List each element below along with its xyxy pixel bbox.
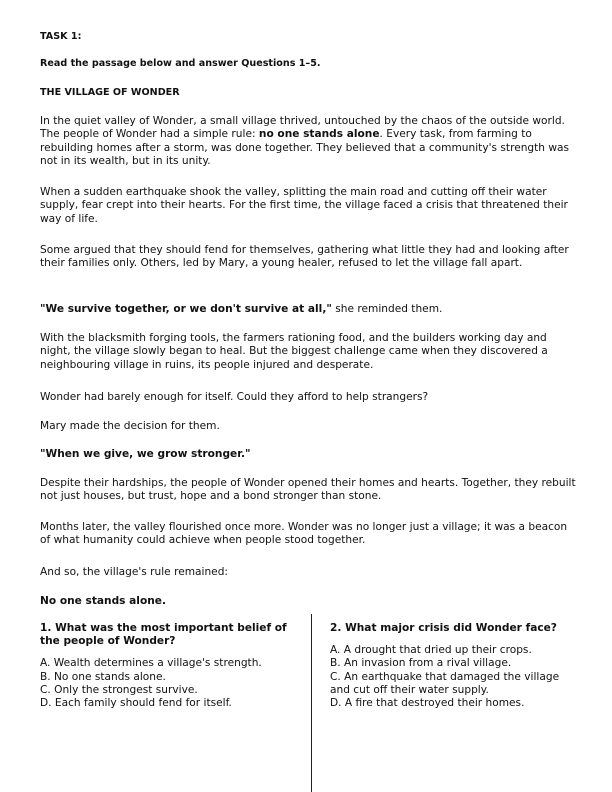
paragraph-2: When a sudden earthquake shook the valley, splitting the main road and cutting off their water supply, fear crept into their hearts. For the first time, the village faced a crisis that threatened their way of life. (40, 186, 568, 225)
question-2-option-a: A. A drought that dried up their crops. (330, 644, 532, 657)
paragraph-1: In the quiet valley of Wonder, a small village thrived, untouched by the chaos of the outside world. The people of Wonder had a simple rule: no one stands alone. Every task, from farming to rebuilding homes after a storm, was done together. They believed that a community's strength was not in its wealth, but in its unity. (40, 115, 570, 168)
paragraph-7: Mary made the decision for them. (40, 420, 220, 432)
question-1-option-a: A. Wealth determines a village's strength. (40, 657, 262, 670)
question-2-option-d: D. A fire that destroyed their homes. (330, 697, 525, 710)
instruction: Read the passage below and answer Questions 1–5. (40, 58, 321, 69)
paragraph-6: Wonder had barely enough for itself. Could they afford to help strangers? (40, 391, 429, 403)
task-label: TASK 1: (40, 31, 82, 42)
paragraph-5: With the blacksmith forging tools, the farmers rationing food, and the builders working day and night, the village slowly began to heal. But the biggest challenge came when they discovered a neighbouring village in ruins, its people injured and desperate. (40, 332, 548, 371)
question-1-text: 1. What was the most important belief of the people of Wonder? (40, 622, 287, 648)
paragraph-9: Despite their hardships, the people of Wonder opened their homes and hearts. Together, they rebuilt not just houses, but trust, hope and a bond stronger than stone. (40, 477, 576, 503)
question-2-text: 2. What major crisis did Wonder face? (330, 622, 557, 634)
question-1-option-c: C. Only the strongest survive. (40, 683, 198, 696)
paragraph-3: Some argued that they should fend for themselves, gathering what little they had and looking after their families only. Others, led by Mary, a young healer, refused to let the village fall apart. (40, 244, 569, 270)
question-1-option-b: B. No one stands alone. (40, 670, 166, 683)
quote-give: "When we give, we grow stronger." (40, 448, 251, 460)
question-2 (330, 622, 574, 710)
question-1-option-d: D. Each family should fend for itself. (40, 697, 232, 710)
question-2-option-c: C. An earthquake that damaged the village and cut off their water supply. (330, 670, 560, 696)
question-2-option-b: B. An invasion from a rival village. (330, 657, 512, 670)
passage-title: THE VILLAGE OF WONDER (40, 87, 180, 98)
paragraph-11: And so, the village's rule remained: (40, 566, 228, 578)
quote-survive: "We survive together, or we don't survive at all," (40, 303, 332, 315)
rule-emphasis: no one stands alone (258, 128, 380, 141)
paragraph-10: Months later, the valley flourished once more. Wonder was no longer just a village; it was a beacon of what humanity could achieve when people stood together. (40, 521, 568, 547)
column-divider (311, 614, 312, 792)
closing-rule: No one stands alone. (40, 595, 166, 607)
question-1 (40, 622, 302, 710)
paragraph-4: "We survive together, or we don't survive at all," she reminded them. (40, 303, 443, 315)
